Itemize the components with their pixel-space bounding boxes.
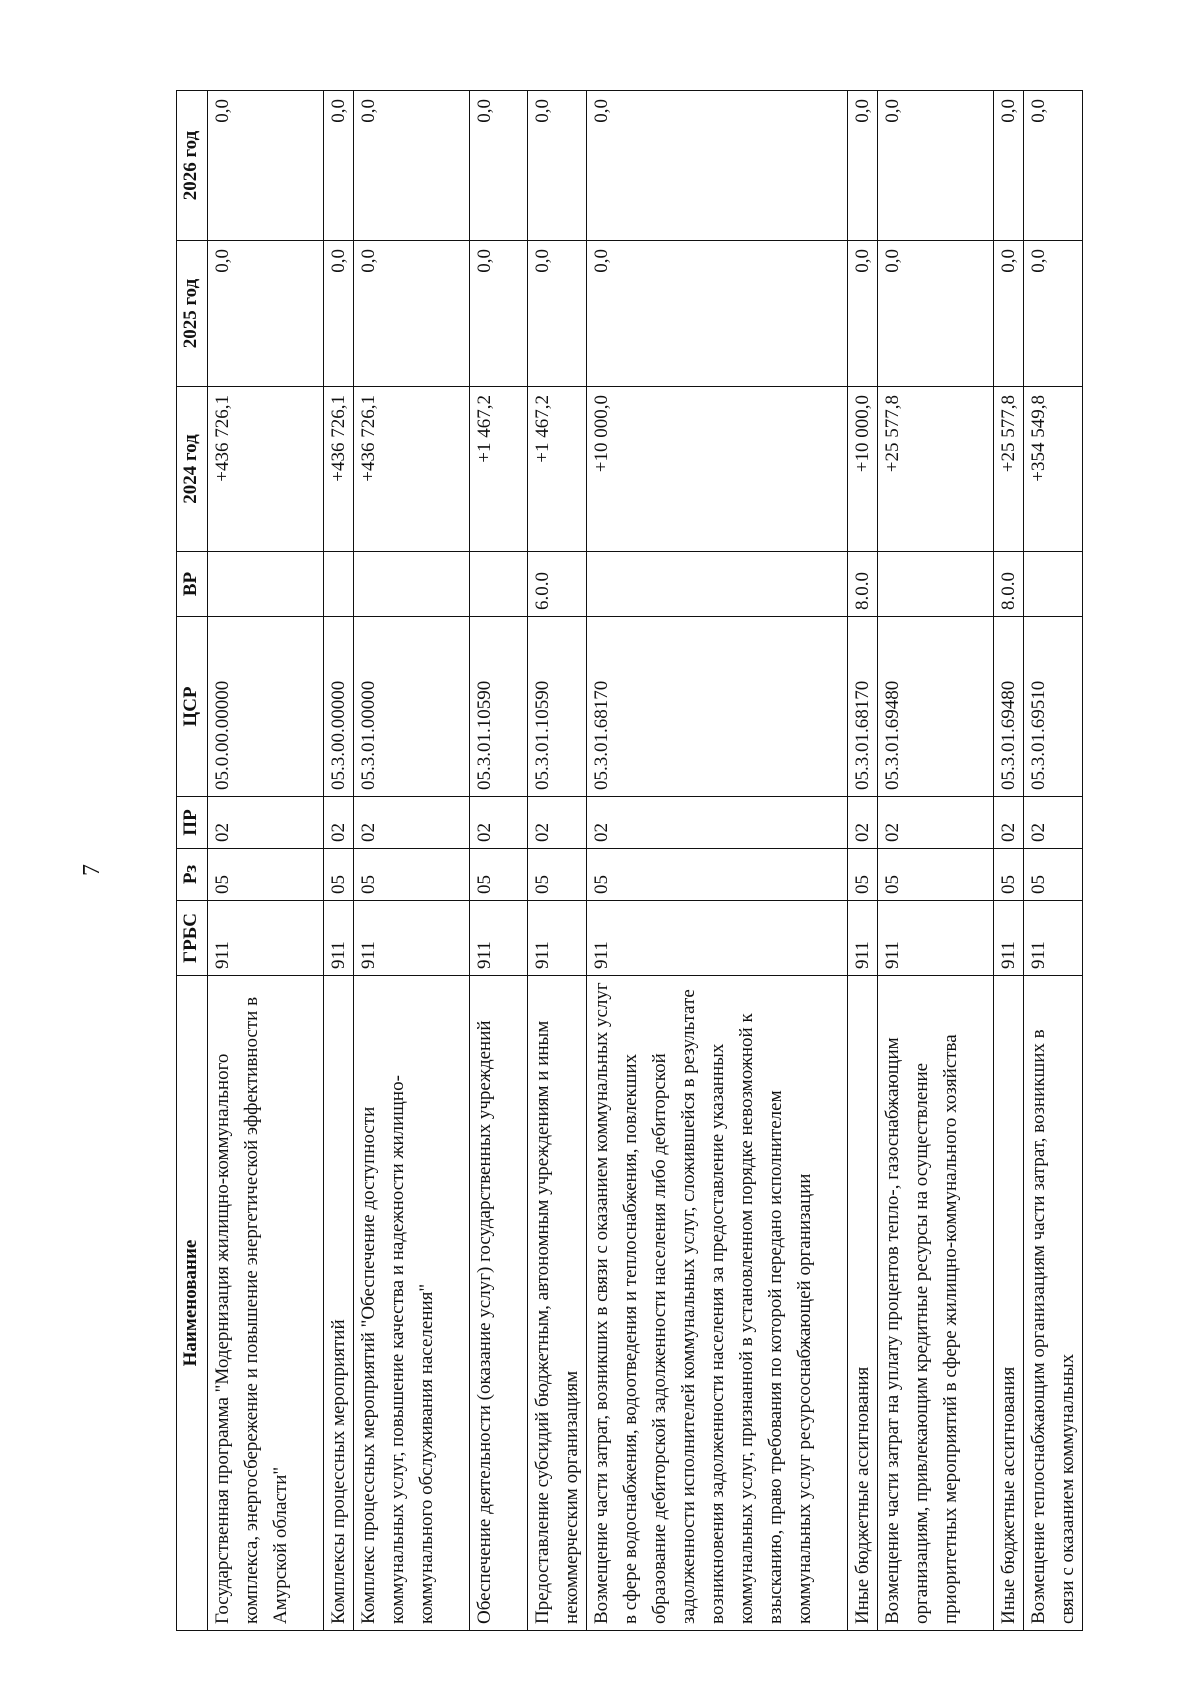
header-csr: ЦСР: [177, 617, 208, 797]
header-pr: ПР: [177, 797, 208, 849]
table-row: [324, 91, 354, 1631]
cell-name: Обеспечение деятельности (оказание услуг) государственных учреждений: [470, 976, 528, 1631]
header-vr: ВР: [177, 552, 208, 617]
cell-name: Возмещение части затрат, возникших в связи с оказанием коммунальных услуг в сфере водоснабжения, водоотведения и теплоснабжения, повлекших образование дебиторской задолженности населения либо дебиторской задолженности исполнителей коммунальных услуг, сложившейся в результате возникновения задолженности населения за предоставление указанных коммунальных услуг, признанной в установленном порядке невозможной к взысканию, право требования по которой передано исполнителем коммунальных услуг ресурсоснабжающей организации: [587, 976, 848, 1631]
cell-2025: 0,0: [1024, 241, 1083, 387]
cell-csr: 05.3.01.10590: [470, 617, 528, 797]
cell-grbs: 911: [1024, 901, 1083, 976]
cell-name: Комплексы процессных мероприятий: [324, 976, 354, 1631]
cell-2025: 0,0: [878, 241, 994, 387]
header-2026: 2026 год: [177, 91, 208, 241]
table-row: [354, 91, 470, 1631]
cell-rz: 05: [1024, 849, 1083, 901]
cell-name: Иные бюджетные ассигнования: [994, 976, 1024, 1631]
cell-rz: 05: [470, 849, 528, 901]
cell-2026: 0,0: [208, 91, 324, 241]
cell-vr: [354, 552, 470, 617]
cell-grbs: 911: [878, 901, 994, 976]
header-2024: 2024 год: [177, 387, 208, 552]
cell-name: Возмещение теплоснабжающим организациям части затрат, возникших в связи с оказанием коммунальных: [1024, 976, 1083, 1631]
cell-2025: 0,0: [994, 241, 1024, 387]
cell-csr: 05.3.01.68170: [587, 617, 848, 797]
cell-2025: 0,0: [208, 241, 324, 387]
header-rz: Рз: [177, 849, 208, 901]
table-row: [1024, 91, 1083, 1631]
cell-2024: +25 577,8: [994, 387, 1024, 552]
cell-2026: 0,0: [994, 91, 1024, 241]
table-row: [528, 91, 587, 1631]
cell-2024: +25 577,8: [878, 387, 994, 552]
cell-2025: 0,0: [528, 241, 587, 387]
cell-2026: 0,0: [587, 91, 848, 241]
table-row: [848, 91, 878, 1631]
cell-rz: 05: [208, 849, 324, 901]
cell-2026: 0,0: [878, 91, 994, 241]
cell-pr: 02: [587, 797, 848, 849]
cell-grbs: 911: [324, 901, 354, 976]
cell-grbs: 911: [470, 901, 528, 976]
cell-2024: +436 726,1: [208, 387, 324, 552]
cell-2026: 0,0: [354, 91, 470, 241]
cell-rz: 05: [587, 849, 848, 901]
cell-csr: 05.0.00.00000: [208, 617, 324, 797]
cell-vr: [587, 552, 848, 617]
cell-rz: 05: [354, 849, 470, 901]
cell-2026: 0,0: [528, 91, 587, 241]
cell-pr: 02: [848, 797, 878, 849]
table-row: [470, 91, 528, 1631]
cell-vr: 8.0.0: [994, 552, 1024, 617]
cell-csr: 05.3.01.69510: [1024, 617, 1083, 797]
cell-pr: 02: [208, 797, 324, 849]
cell-grbs: 911: [208, 901, 324, 976]
cell-name: Государственная программа "Модернизация жилищно-коммунального комплекса, энергосбережение и повышение энергетической эффективности в Амурской области": [208, 976, 324, 1631]
cell-2025: 0,0: [470, 241, 528, 387]
cell-2026: 0,0: [470, 91, 528, 241]
cell-csr: 05.3.00.00000: [324, 617, 354, 797]
cell-pr: 02: [470, 797, 528, 849]
cell-2024: +1 467,2: [528, 387, 587, 552]
rotated-table-container: [176, 91, 1078, 1631]
cell-grbs: 911: [587, 901, 848, 976]
cell-rz: 05: [528, 849, 587, 901]
page-number: 7: [79, 864, 105, 876]
cell-grbs: 911: [528, 901, 587, 976]
cell-vr: [878, 552, 994, 617]
cell-pr: 02: [1024, 797, 1083, 849]
cell-2024: +1 467,2: [470, 387, 528, 552]
table-row: [994, 91, 1024, 1631]
cell-vr: 8.0.0: [848, 552, 878, 617]
cell-grbs: 911: [848, 901, 878, 976]
cell-2026: 0,0: [848, 91, 878, 241]
cell-pr: 02: [354, 797, 470, 849]
cell-grbs: 911: [354, 901, 470, 976]
cell-name: Предоставление субсидий бюджетным, автономным учреждениям и иным некоммерческим организациям: [528, 976, 587, 1631]
table-row: [208, 91, 324, 1631]
cell-2025: 0,0: [354, 241, 470, 387]
cell-2025: 0,0: [848, 241, 878, 387]
cell-csr: 05.3.01.10590: [528, 617, 587, 797]
cell-pr: 02: [994, 797, 1024, 849]
cell-2026: 0,0: [1024, 91, 1083, 241]
cell-name: Комплекс процессных мероприятий "Обеспечение доступности коммунальных услуг, повышение качества и надежности жилищно-коммунального обслуживания населения": [354, 976, 470, 1631]
cell-csr: 05.3.01.69480: [878, 617, 994, 797]
cell-name: Иные бюджетные ассигнования: [848, 976, 878, 1631]
cell-vr: [1024, 552, 1083, 617]
header-name: Наименование: [177, 976, 208, 1631]
table-row: [587, 91, 848, 1631]
cell-pr: 02: [324, 797, 354, 849]
cell-2024: +10 000,0: [848, 387, 878, 552]
cell-2026: 0,0: [324, 91, 354, 241]
cell-2024: +436 726,1: [354, 387, 470, 552]
cell-vr: [470, 552, 528, 617]
cell-vr: [208, 552, 324, 617]
budget-table: [176, 90, 1083, 1631]
cell-csr: 05.3.01.68170: [848, 617, 878, 797]
header-grbs: ГРБС: [177, 901, 208, 976]
cell-csr: 05.3.01.00000: [354, 617, 470, 797]
cell-pr: 02: [528, 797, 587, 849]
cell-2025: 0,0: [324, 241, 354, 387]
cell-vr: 6.0.0: [528, 552, 587, 617]
cell-vr: [324, 552, 354, 617]
table-row: [878, 91, 994, 1631]
header-2025: 2025 год: [177, 241, 208, 387]
cell-2024: +354 549,8: [1024, 387, 1083, 552]
cell-grbs: 911: [994, 901, 1024, 976]
cell-2025: 0,0: [587, 241, 848, 387]
cell-pr: 02: [878, 797, 994, 849]
cell-name: Возмещение части затрат на уплату процентов тепло-, газоснабжающим организациям, привлекающим кредитные ресурсы на осуществление приоритетных мероприятий в сфере жилищно-коммунального хозяйства: [878, 976, 994, 1631]
cell-rz: 05: [848, 849, 878, 901]
cell-rz: 05: [994, 849, 1024, 901]
cell-rz: 05: [878, 849, 994, 901]
cell-2024: +436 726,1: [324, 387, 354, 552]
table-header-row: [177, 91, 208, 1631]
cell-2024: +10 000,0: [587, 387, 848, 552]
cell-csr: 05.3.01.69480: [994, 617, 1024, 797]
cell-rz: 05: [324, 849, 354, 901]
